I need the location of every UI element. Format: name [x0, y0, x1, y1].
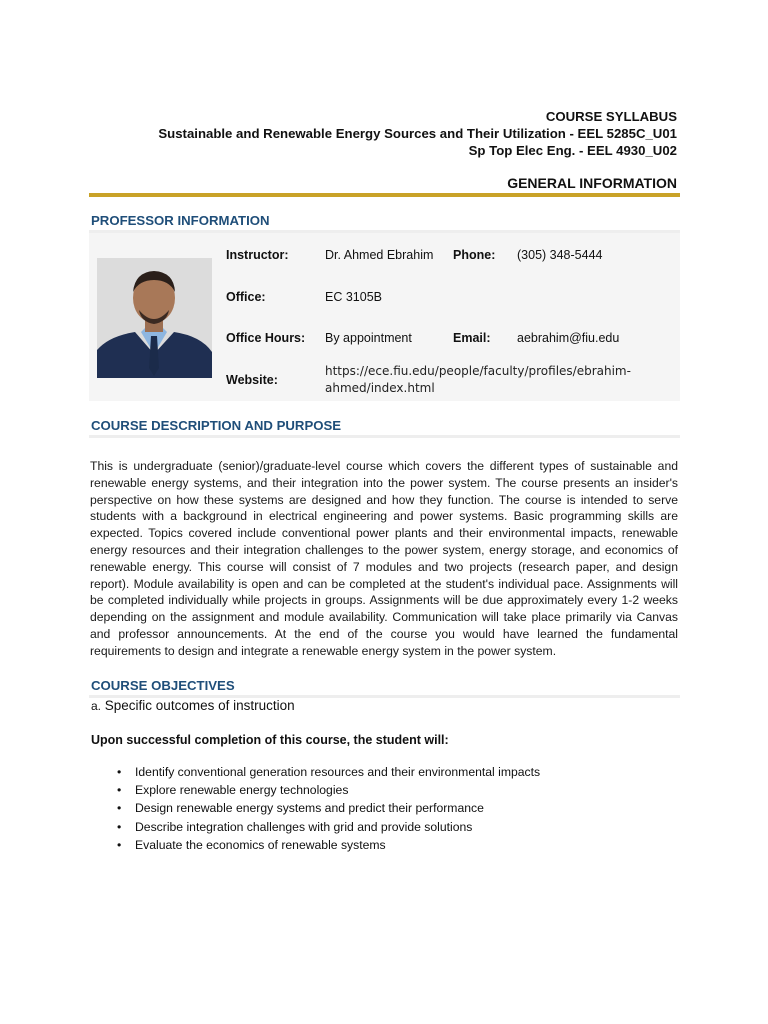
website-link[interactable]: https://ece.fiu.edu/people/faculty/profiles/ebrahim-ahmed/index.html [325, 364, 631, 395]
gold-divider [89, 193, 680, 197]
phone-label: Phone: [453, 248, 496, 262]
instructor-value: Dr. Ahmed Ebrahim [325, 248, 434, 262]
instructor-label: Instructor: [226, 248, 289, 262]
list-item: • Explore renewable energy technologies [135, 781, 540, 799]
office-label: Office: [226, 290, 266, 304]
list-item: • Design renewable energy systems and predict their performance [135, 799, 540, 817]
general-information-heading: GENERAL INFORMATION [507, 175, 677, 191]
list-item: • Evaluate the economics of renewable systems [135, 836, 540, 854]
outcome-text: Specific outcomes of instruction [104, 698, 295, 713]
objectives-section-title: COURSE OBJECTIVES [91, 678, 235, 693]
office-hours-value: By appointment [325, 331, 412, 345]
header-title: COURSE SYLLABUS [545, 109, 677, 124]
course-description-text: This is undergraduate (senior)/graduate-level course which covers the different types of sustainable and renewable energy systems, and their integration into the power system. The course presents an insider's perspective on how these systems are designed and how they function. The course is intended to serve students with a background in electrical engineering and power systems. Basic programming skills are expected. Topics covered include conventional power plants and their environmental impacts, renewable energy resources and their integration challenges to the power system, energy storage, and economics of renewable energy. This course will consist of 7 modules and two projects (research paper, and design report). Module availability is open and can be completed at the student's individual pace. Assignments will be completed individually while projects in groups. Assignments will be due approximately every 1-2 weeks depending on the assignment and module availability. Communication will take place primarily via Canvas and professor announcements. At the end of the course you would have learned the fundamental requirements to design and integrate a renewable energy system in the power system. [90, 459, 678, 658]
description-section-rule [89, 435, 680, 438]
professor-photo-image [97, 258, 212, 378]
syllabus-header [158, 108, 677, 159]
professor-photo [97, 258, 212, 378]
outcome-letter: a. [91, 699, 102, 713]
header-course-title: Sustainable and Renewable Energy Sources and Their Utilization - EEL 5285C_U01 [158, 126, 677, 141]
description-section-title: COURSE DESCRIPTION AND PURPOSE [91, 418, 342, 433]
header-course-code: Sp Top Elec Eng. - EEL 4930_U02 [468, 143, 677, 158]
office-value: EC 3105B [325, 290, 382, 304]
office-hours-label: Office Hours: [226, 331, 306, 345]
list-item: • Describe integration challenges with grid and provide solutions [135, 818, 540, 836]
email-link[interactable]: aebrahim@fiu.edu [517, 331, 620, 345]
professor-section-title: PROFESSOR INFORMATION [91, 213, 270, 228]
phone-value: (305) 348-5444 [517, 248, 603, 262]
outcome-heading [91, 698, 295, 713]
list-item: • Identify conventional generation resources and their environmental impacts [135, 763, 540, 781]
objectives-list [117, 763, 540, 854]
website-label: Website: [226, 373, 278, 387]
objectives-intro: Upon successful completion of this course, the student will: [91, 733, 449, 747]
email-label: Email: [453, 331, 491, 345]
